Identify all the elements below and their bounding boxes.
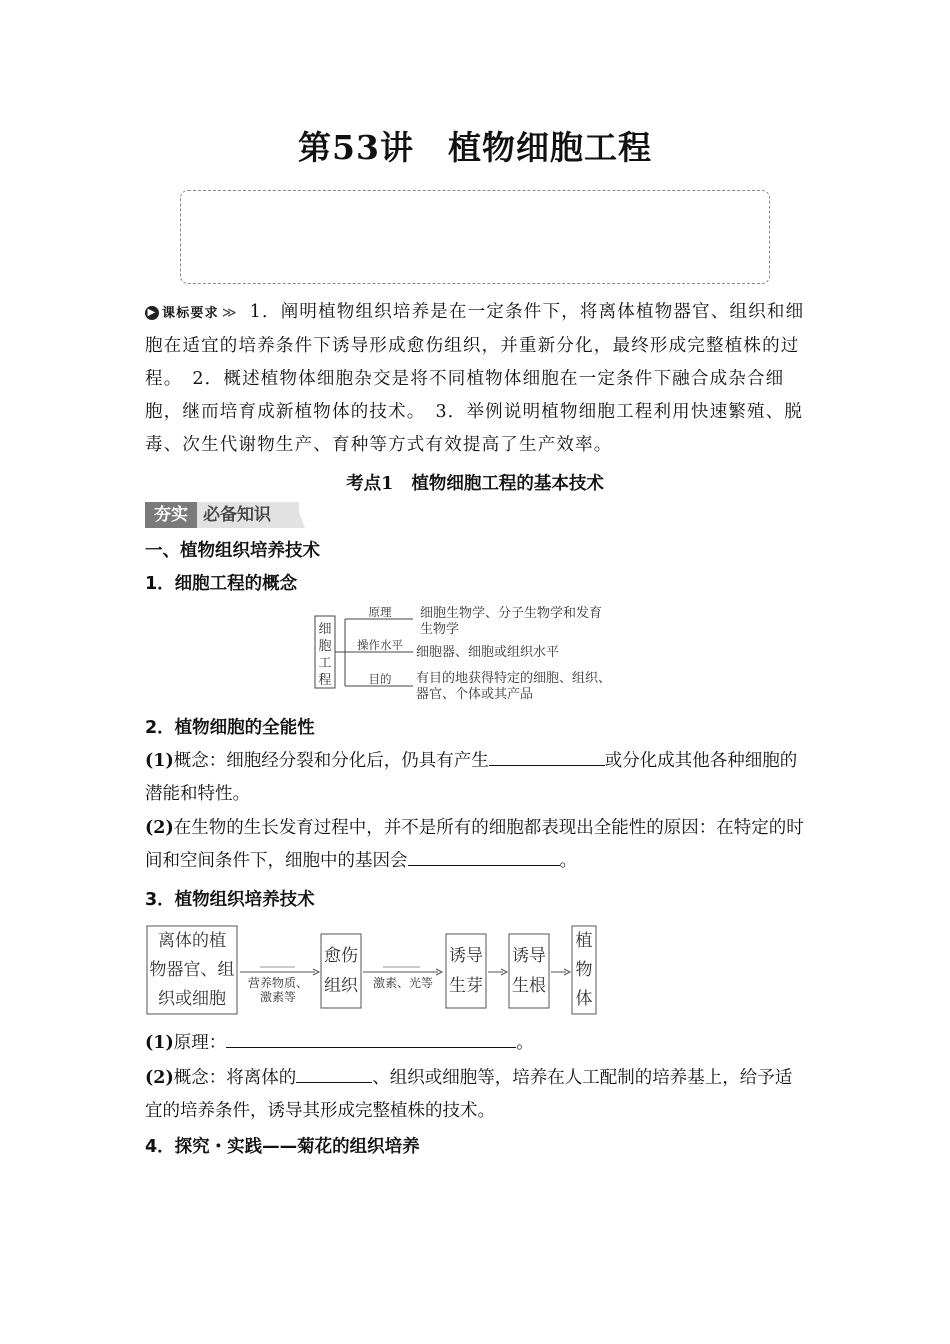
- flow-text: 体: [575, 989, 593, 1009]
- sub-number: (2): [145, 1068, 174, 1088]
- flow-arrow-label: 营养物质、: [247, 976, 309, 990]
- item3-heading: 3．植物组织培养技术: [145, 890, 315, 910]
- paragraph-text: 或分化成其他各种细胞的潜能和特性。: [145, 751, 798, 804]
- flow-text: 诱导: [449, 946, 483, 966]
- flow-text: 植: [575, 931, 593, 951]
- kaodian-title: [0, 470, 950, 495]
- kaodian-topic: 植物细胞工程的基本技术: [411, 474, 604, 494]
- item1-heading: 1．细胞工程的概念: [145, 574, 298, 594]
- sub-number: (2): [145, 818, 174, 838]
- diagram-root-char: 工: [318, 656, 332, 671]
- flow-text: 物器官、组: [149, 960, 235, 980]
- tissue-culture-flow: [145, 924, 605, 1020]
- requirements-badge: [145, 297, 238, 330]
- totipotency-concept: [145, 745, 807, 811]
- diagram-root-char: 程: [318, 673, 332, 688]
- sub-number: (1): [145, 1033, 174, 1053]
- paragraph-text: 概念：细胞经分裂和分化后，仍具有产生: [173, 751, 489, 771]
- diagram-content-line: 器官、个体或其产品: [416, 687, 534, 702]
- dashed-box: [180, 190, 770, 284]
- diagram-content-line: 细胞器、细胞或组织水平: [416, 645, 560, 660]
- diagram-label-level: 操作水平: [357, 638, 403, 652]
- double-chevron-icon: ≫: [221, 304, 238, 321]
- diagram-content-line: 生物学: [420, 622, 460, 637]
- paragraph-text: 概念：将离体的: [173, 1068, 297, 1088]
- totipotency-reason: [145, 812, 807, 878]
- item2-heading: 2．植物细胞的全能性: [145, 718, 315, 738]
- flow-arrow-label: 激素等: [259, 990, 297, 1004]
- lecture-number: 第53讲: [298, 128, 414, 167]
- paragraph-text: 原理：: [173, 1033, 227, 1053]
- lecture-topic: 植物细胞工程: [447, 128, 652, 167]
- flow-arrow-label: 激素、光等: [372, 976, 434, 990]
- flow-text: 生芽: [449, 976, 483, 996]
- flow-text: 织或细胞: [158, 989, 226, 1009]
- paragraph-text: 。: [516, 1033, 534, 1053]
- diagram-content-line: 有目的地获得特定的细胞、组织、: [416, 671, 612, 686]
- requirements-badge-label: 课标要求: [162, 305, 219, 321]
- culture-concept: [145, 1062, 807, 1128]
- flow-text: 生根: [512, 976, 546, 996]
- flow-text: 愈伤: [324, 946, 358, 966]
- diagram-root-char: 细: [318, 622, 332, 637]
- curriculum-requirements: [145, 296, 807, 462]
- fill-blank[interactable]: [226, 1027, 516, 1048]
- banner-dark-label: 夯实: [145, 502, 197, 528]
- fill-blank[interactable]: [296, 1062, 372, 1083]
- diagram-label-purpose: 目的: [368, 672, 392, 686]
- diagram-label-principle: 原理: [368, 605, 392, 619]
- cell-engineering-diagram: [310, 602, 640, 702]
- diagram-root-char: 胞: [318, 639, 332, 654]
- sub-number: (1): [145, 751, 174, 771]
- paragraph-text: 。: [559, 851, 577, 871]
- paragraph-text: 在生物的生长发育过程中，并不是所有的细胞都表现出全能性的原因：在特定的时间和空间条件下，细胞中的基因会: [145, 818, 804, 871]
- page-title: [0, 122, 950, 169]
- requirements-text: 1．阐明植物组织培养是在一定条件下，将离体植物器官、组织和细胞在适宜的培养条件下诱导形成愈伤组织，并重新分化，最终形成完整植株的过程。 2．概述植物体细胞杂交是将不同植物体细胞在一定条件下融合成杂合细胞，继而培育成新植物体的技术。 3．举例说明植物细胞工程利用快速繁殖、脱毒、次生代谢物生产、育种等方式有效提高了生产效率。: [145, 302, 805, 455]
- banner-tail: [295, 502, 305, 528]
- culture-principle: [145, 1027, 807, 1060]
- fill-blank[interactable]: [408, 845, 560, 866]
- paragraph-text: 、组织或细胞等，培养在人工配制的培养基上，给予适宜的培养条件，诱导其形成完整植株的技术。: [145, 1068, 793, 1121]
- section-heading: 一、植物组织培养技术: [145, 541, 320, 561]
- flow-text: 组织: [324, 976, 358, 996]
- item4-heading: 4．探究・实践——菊花的组织培养: [145, 1137, 420, 1157]
- flow-text: 离体的植: [158, 931, 226, 951]
- fill-blank[interactable]: [489, 745, 605, 766]
- flow-text: 诱导: [512, 946, 546, 966]
- kaodian-label: 考点1: [346, 474, 394, 494]
- banner-light-label: 必备知识: [197, 502, 299, 528]
- diagram-content-line: 细胞生物学、分子生物学和发育: [420, 606, 603, 621]
- flow-text: 物: [575, 960, 593, 980]
- arrow-circle-icon: ▶: [145, 306, 159, 320]
